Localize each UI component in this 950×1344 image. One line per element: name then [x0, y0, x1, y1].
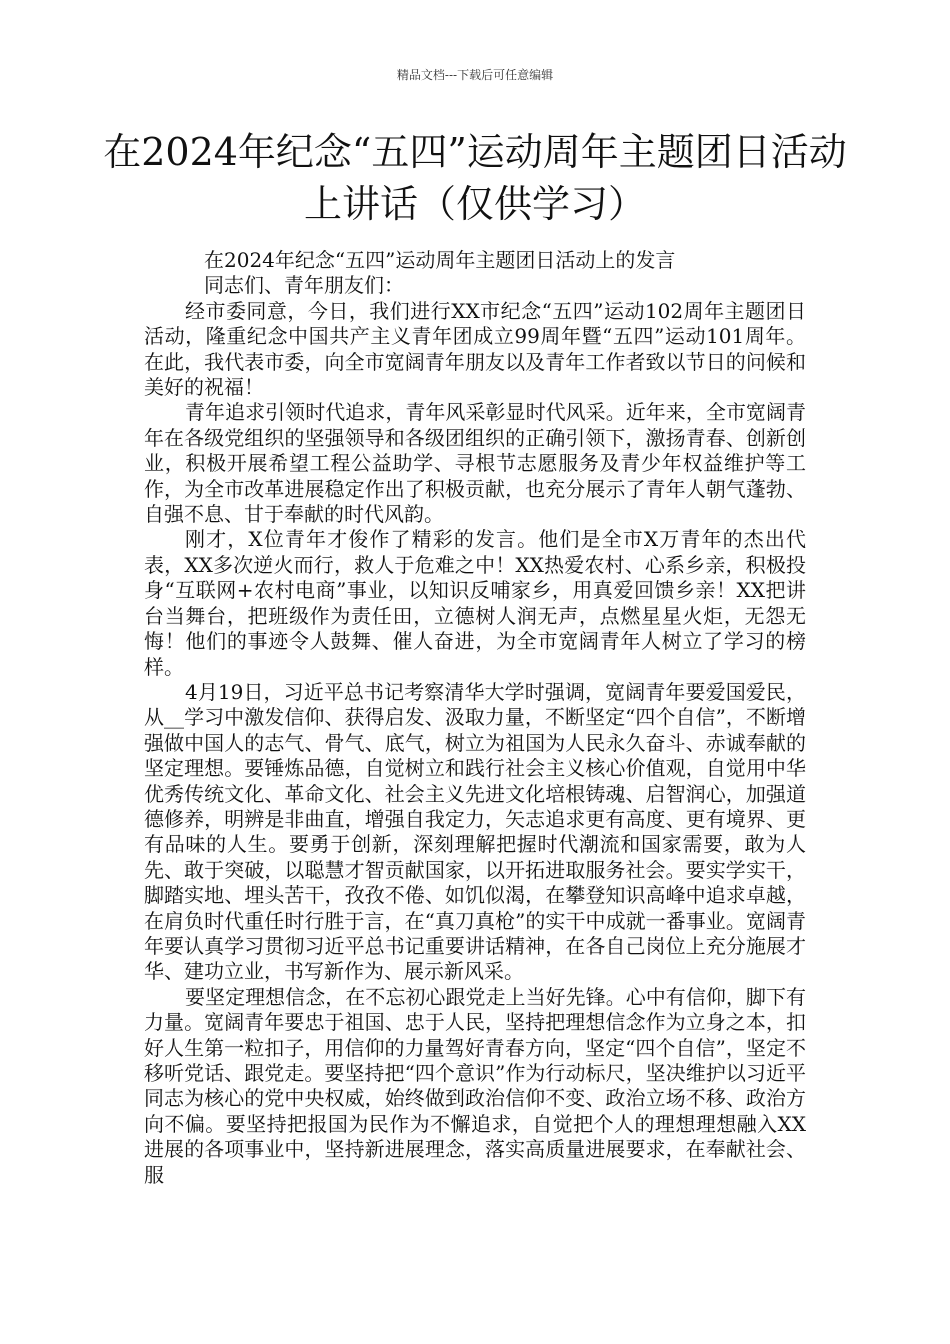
document-body	[144, 248, 806, 1188]
paragraph: 青年追求引领时代追求，青年风采彰显时代风采。近年来，全市宽阔青年在各级党组织的坚强领导和各级团组织的正确引领下，激扬青春、创新创业，积极开展希望工程公益助学、寻根节志愿服务及青少年权益维护等工作，为全市改革进展稳定作出了积极贡献，也充分展示了青年人朝气蓬勃、自强不息、甘于奉献的时代风韵。	[144, 400, 806, 527]
paragraph: 经市委同意，今日，我们进行XX市纪念“五四”运动102周年主题团日活动，隆重纪念中国共产主义青年团成立99周年暨“五四”运动101周年。在此，我代表市委，向全市宽阔青年朋友以及青年工作者致以节日的问候和美好的祝福！	[144, 298, 806, 400]
paragraph: 刚才，X位青年才俊作了精彩的发言。他们是全市X万青年的杰出代表，XX多次逆火而行，救人于危难之中！XX热爱农村、心系乡亲，积极投身“互联网+农村电商”事业，以知识反哺家乡，用真爱回馈乡亲！XX把讲台当舞台，把班级作为责任田，立德树人润无声，点燃星星火炬，无怨无悔！他们的事迹令人鼓舞、催人奋进，为全市宽阔青年人树立了学习的榜样。	[144, 527, 806, 679]
paragraph: 4月19日，习近平总书记考察清华大学时强调，宽阔青年要爱国爱民，从__学习中激发信仰、获得启发、汲取力量，不断坚定“四个自信”，不断增强做中国人的志气、骨气、底气，树立为祖国为人民永久奋斗、赤诚奉献的坚定理想。要锤炼品德，自觉树立和践行社会主义核心价值观，自觉用中华优秀传统文化、革命文化、社会主义先进文化培根铸魂、启智润心，加强道德修养，明辨是非曲直，增强自我定力，矢志追求更有高度、更有境界、更有品味的人生。要勇于创新，深刻理解把握时代潮流和国家需要，敢为人先、敢于突破，以聪慧才智贡献国家，以开拓进取服务社会。要实学实干，脚踏实地、埋头苦干，孜孜不倦、如饥似渴，在攀登知识高峰中追求卓越，在肩负时代重任时行胜于言，在“真刀真枪”的实干中成就一番事业。宽阔青年要认真学习贯彻习近平总书记重要讲话精神，在各自己岗位上充分施展才华、建功立业，书写新作为、展示新风采。	[144, 679, 806, 984]
speech-subtitle: 在2024年纪念“五四”运动周年主题团日活动上的发言	[204, 248, 676, 272]
paragraph: 要坚定理想信念，在不忘初心跟党走上当好先锋。心中有信仰，脚下有力量。宽阔青年要忠于祖国、忠于人民，坚持把理想信念作为立身之本，扣好人生第一粒扣子，用信仰的力量驾好青春方向，坚定“四个自信”，坚定不移听党话、跟党走。要坚持把“四个意识”作为行动标尺，坚决维护以习近平同志为核心的党中央权威，始终做到政治信仰不变、政治立场不移、政治方向不偏。要坚持把报国为民作为不懈追求，自觉把个人的理想理想融入XX进展的各项事业中，坚持新进展理念，落实高质量进展要求，在奉献社会、服	[144, 984, 806, 1187]
document-title: 在2024年纪念“五四”运动周年主题团日活动上讲话（仅供学习）	[103, 130, 847, 226]
header-note: 精品文档---下载后可任意编辑	[396, 68, 554, 82]
salutation: 同志们、青年朋友们：	[204, 273, 404, 298]
